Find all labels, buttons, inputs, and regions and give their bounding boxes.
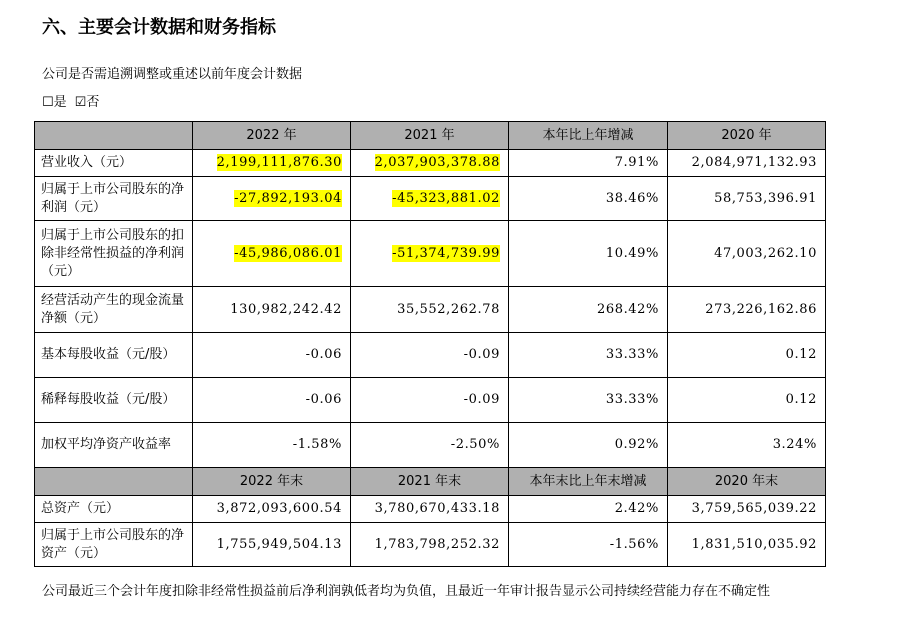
change-value: 0.92%: [509, 423, 668, 468]
row-label: 归属于上市公司股东的扣除非经常性损益的净利润（元）: [35, 221, 193, 287]
value-2020: 58,753,396.91: [668, 177, 826, 221]
row-label: 归属于上市公司股东的净利润（元）: [35, 177, 193, 221]
table-row: [35, 378, 826, 423]
value-2020: 0.12: [668, 333, 826, 378]
value-2021: [351, 221, 509, 287]
value-2022: 130,982,242.42: [193, 287, 351, 333]
financial-indicators-table: [34, 121, 826, 567]
no-checkbox-icon: ☑: [74, 95, 87, 110]
value-2021: [351, 177, 509, 221]
header-cell: 本年比上年增减: [509, 122, 668, 150]
no-label: 否: [86, 95, 100, 110]
change-value: 268.42%: [509, 287, 668, 333]
highlighted-value: -45,986,086.01: [234, 245, 342, 261]
header-cell: 本年末比上年末增减: [509, 468, 668, 496]
highlighted-value: -51,374,739.99: [392, 245, 500, 261]
highlighted-value: -45,323,881.02: [392, 190, 500, 206]
value-2022: 3,872,093,600.54: [193, 496, 351, 523]
value-2022: [193, 177, 351, 221]
header-cell: 2022 年: [193, 122, 351, 150]
table-row: [35, 496, 826, 523]
value-2021: -2.50%: [351, 423, 509, 468]
value-2020: 47,003,262.10: [668, 221, 826, 287]
row-label: 稀释每股收益（元/股）: [35, 378, 193, 423]
value-2021: -0.09: [351, 333, 509, 378]
value-2021: 35,552,262.78: [351, 287, 509, 333]
value-2021: 1,783,798,252.32: [351, 523, 509, 567]
table-row: [35, 150, 826, 177]
table-header-row: [35, 122, 826, 150]
value-2022: -0.06: [193, 333, 351, 378]
change-value: 10.49%: [509, 221, 668, 287]
value-2020: 273,226,162.86: [668, 287, 826, 333]
header-cell: 2021 年末: [351, 468, 509, 496]
header-cell: 2022 年末: [193, 468, 351, 496]
value-2020: 1,831,510,035.92: [668, 523, 826, 567]
row-label: 基本每股收益（元/股）: [35, 333, 193, 378]
row-label: 经营活动产生的现金流量净额（元）: [35, 287, 193, 333]
table-header-row: [35, 468, 826, 496]
value-2022: 1,755,949,504.13: [193, 523, 351, 567]
change-value: 38.46%: [509, 177, 668, 221]
value-2020: 0.12: [668, 378, 826, 423]
table-row: [35, 523, 826, 567]
row-label: 归属于上市公司股东的净资产（元）: [35, 523, 193, 567]
value-2022: -0.06: [193, 378, 351, 423]
row-label: 总资产（元）: [35, 496, 193, 523]
header-cell: 2020 年末: [668, 468, 826, 496]
table-row: [35, 177, 826, 221]
value-2022: [193, 221, 351, 287]
value-2022: -1.58%: [193, 423, 351, 468]
going-concern-note: 公司最近三个会计年度扣除非经常性损益前后净利润孰低者均为负值，且最近一年审计报告显示公司持续经营能力存在不确定性: [42, 584, 771, 599]
table-row: [35, 423, 826, 468]
table-row: [35, 287, 826, 333]
value-2021: 3,780,670,433.18: [351, 496, 509, 523]
row-label: 营业收入（元）: [35, 150, 193, 177]
highlighted-value: -27,892,193.04: [234, 190, 342, 206]
restatement-answer: [42, 94, 99, 113]
change-value: 33.33%: [509, 378, 668, 423]
yes-checkbox-icon: ☐: [42, 95, 54, 110]
header-cell: 2021 年: [351, 122, 509, 150]
change-value: -1.56%: [509, 523, 668, 567]
table-row: [35, 221, 826, 287]
section-title: 六、主要会计数据和财务指标: [42, 17, 276, 38]
row-label: 加权平均净资产收益率: [35, 423, 193, 468]
change-value: 2.42%: [509, 496, 668, 523]
value-2020: 2,084,971,132.93: [668, 150, 826, 177]
highlighted-value: 2,037,903,378.88: [374, 155, 500, 170]
table-row: [35, 333, 826, 378]
change-value: 33.33%: [509, 333, 668, 378]
header-empty-cell: [35, 468, 193, 496]
value-2021: [351, 150, 509, 177]
value-2021: -0.09: [351, 378, 509, 423]
value-2020: 3,759,565,039.22: [668, 496, 826, 523]
value-2022: [193, 150, 351, 177]
highlighted-value: 2,199,111,876.30: [216, 155, 342, 170]
value-2020: 3.24%: [668, 423, 826, 468]
change-value: 7.91%: [509, 150, 668, 177]
restatement-question: 公司是否需追溯调整或重述以前年度会计数据: [42, 67, 303, 82]
header-cell: 2020 年: [668, 122, 826, 150]
yes-label: 是: [53, 95, 67, 110]
header-empty-cell: [35, 122, 193, 150]
